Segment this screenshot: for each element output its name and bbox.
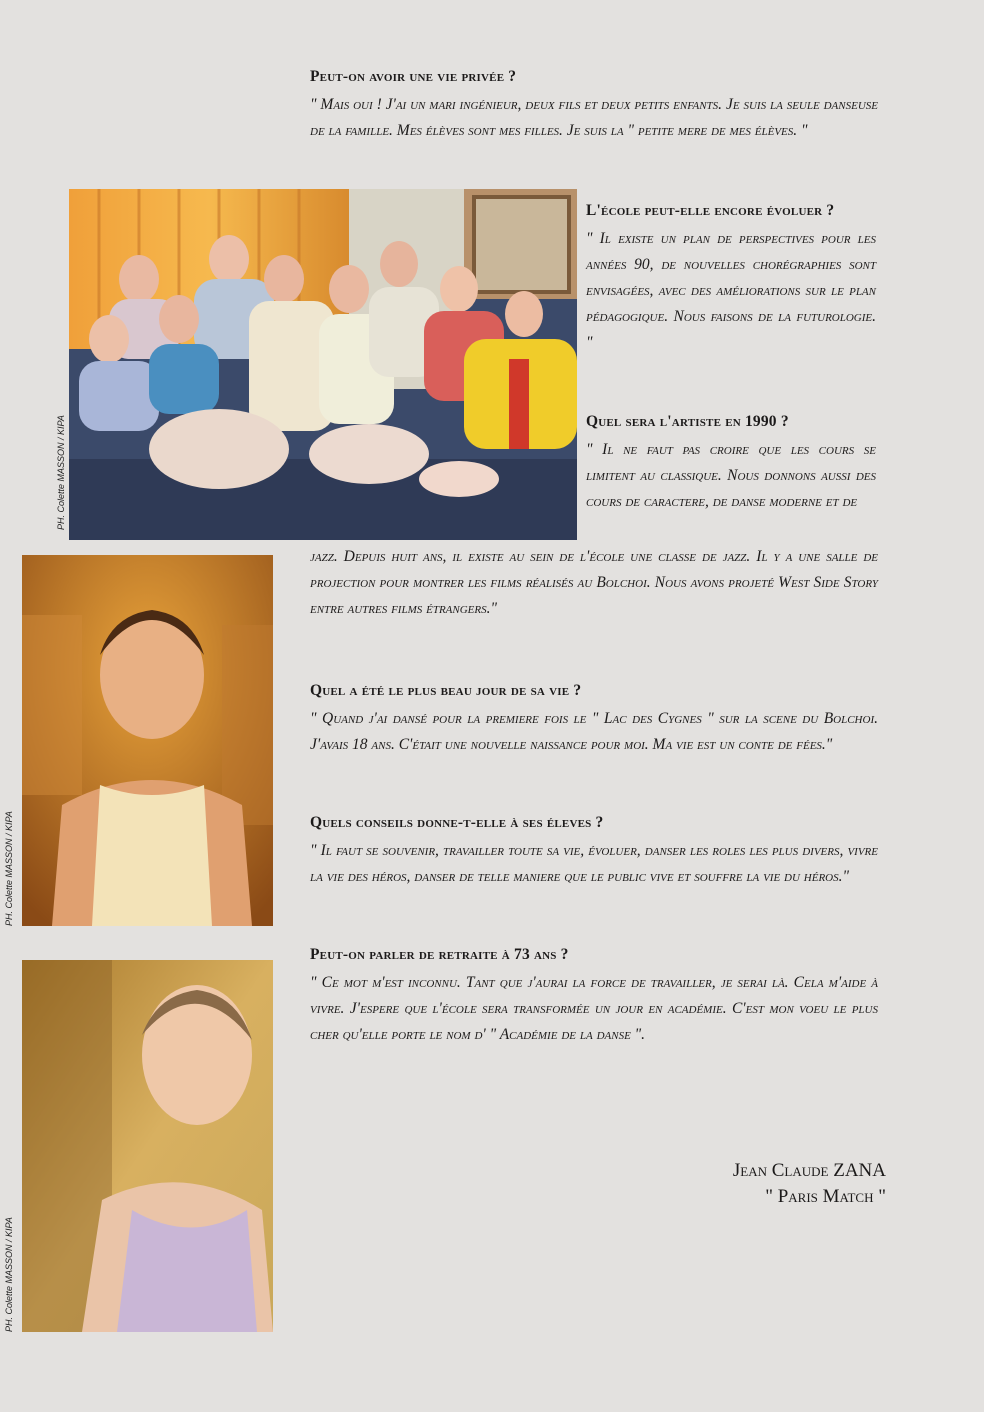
answer-best-day: " Quand j'ai dansé pour la premiere fois le " Lac des Cygnes " sur la scene du Bolchoi. J'avais 18 ans. C'était une nouvelle naissance pour moi. Ma vie est un conte de fées." — [310, 710, 878, 753]
photo-boy-dancer — [22, 555, 273, 926]
girl-dancer-image — [22, 960, 273, 1332]
photo-credit-1: PH. Colette MASSON / KIPA — [56, 415, 66, 530]
signature-author: Jean Claude ZANA — [732, 1160, 886, 1181]
question-school-evolve: L'école peut-elle encore évoluer ? — [586, 202, 835, 219]
group-dancers-image — [69, 189, 577, 540]
answer-artist-1990-part1: " Il ne faut pas croire que les cours se limitent au classique. Nous donnons aussi des cours de caractere, de danse moderne et de — [586, 441, 876, 510]
answer-artist-1990-part2: jazz. Depuis huit ans, il existe au sein de l'école une classe de jazz. Il y a une salle de projection pour montrer les films réalisés au Bolchoi. Nous avons projeté West Side Story entre autres films étrangers." — [310, 548, 878, 617]
answer-school-evolve: " Il existe un plan de perspectives pour les années 90, de nouvelles chorégraphies sont envisagées, avec des améliorations sur le plan pédagogique. Nous faisons de la futurologie. " — [586, 230, 876, 351]
question-best-day: Quel a été le plus beau jour de sa vie ? — [310, 682, 582, 699]
question-advice: Quels conseils donne-t-elle à ses éleves ? — [310, 814, 604, 831]
photo-credit-2: PH. Colette MASSON / KIPA — [4, 811, 14, 926]
photo-group-dancers — [69, 189, 577, 540]
question-private-life: Peut-on avoir une vie privée ? — [310, 68, 517, 85]
answer-private-life: " Mais oui ! J'ai un mari ingénieur, deux fils et deux petits enfants. Je suis la seule danseuse de la famille. Mes élèves sont mes filles. Je suis la " petite mere de mes élèves. " — [310, 96, 878, 139]
photo-girl-dancer — [22, 960, 273, 1332]
question-artist-1990: Quel sera l'artiste en 1990 ? — [586, 413, 789, 430]
question-retirement: Peut-on parler de retraite à 73 ans ? — [310, 946, 569, 963]
boy-dancer-image — [22, 555, 273, 926]
answer-retirement: " Ce mot m'est inconnu. Tant que j'aurai la force de travailler, je serai là. Cela m'aide à vivre. J'espere que l'école sera transformée un jour en académie. C'est mon voeu le plus cher qu'elle porte le nom d' " Académie de la danse ". — [310, 974, 878, 1043]
photo-credit-3: PH. Colette MASSON / KIPA — [4, 1217, 14, 1332]
signature-publication: " Paris Match " — [765, 1186, 886, 1207]
answer-advice: " Il faut se souvenir, travailler toute sa vie, évoluer, danser les roles les plus divers, vivre la vie des héros, danser de telle maniere que le public vive et souffre la vie du héros." — [310, 842, 878, 885]
